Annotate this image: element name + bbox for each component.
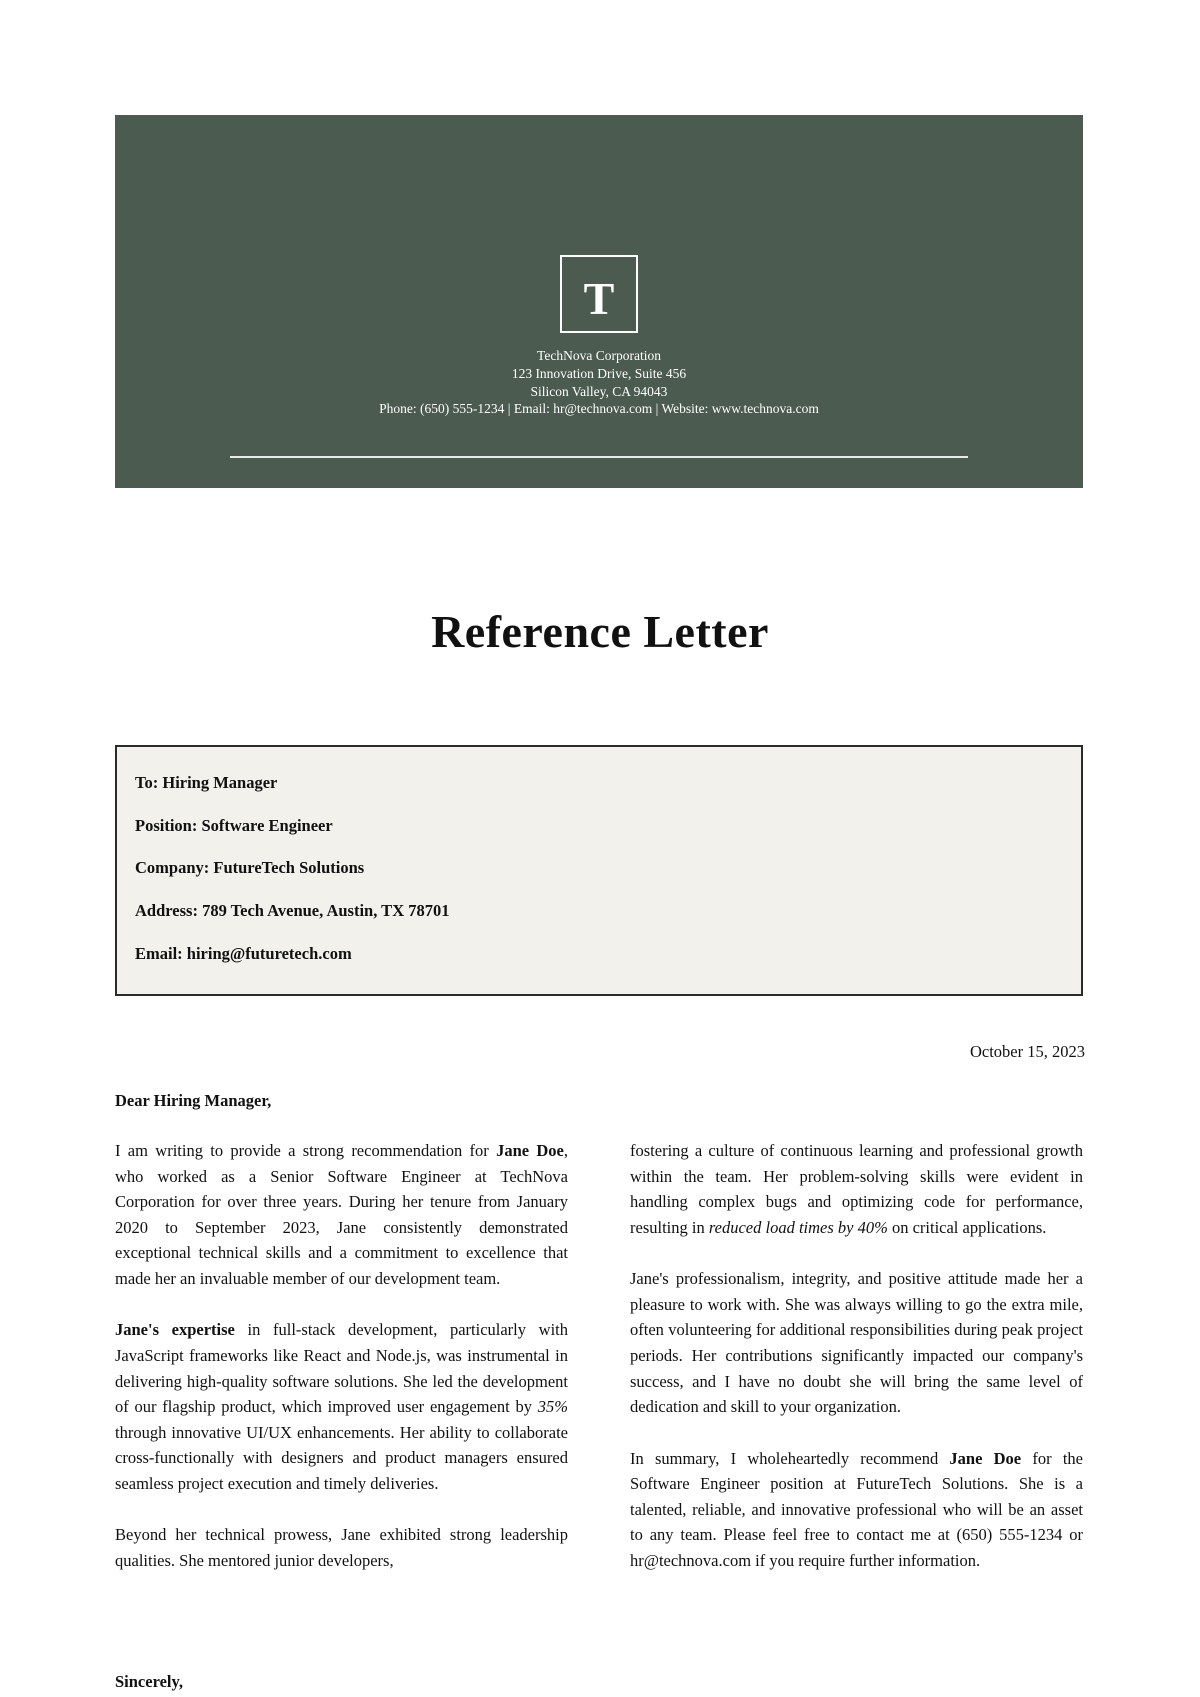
company-address-line-1: 123 Innovation Drive, Suite 456 xyxy=(511,365,687,381)
recipient-position: Position: Software Engineer xyxy=(135,815,333,835)
logo-letter: T xyxy=(583,273,615,324)
company-address-line-2: Silicon Valley, CA 94043 xyxy=(530,383,668,399)
letter-salutation: Dear Hiring Manager, xyxy=(115,1091,272,1110)
letter-body xyxy=(115,1138,1083,1658)
recipient-email: Email: hiring@futuretech.com xyxy=(135,943,352,963)
letter-date: October 15, 2023 xyxy=(969,1042,1085,1061)
letterhead-divider xyxy=(230,456,968,458)
company-name: TechNova Corporation xyxy=(537,348,661,363)
recipient-details-box xyxy=(115,745,1083,996)
body-column-left xyxy=(115,1138,568,1658)
letter-closing: Sincerely, xyxy=(115,1672,183,1691)
recipient-company: Company: FutureTech Solutions xyxy=(135,858,365,878)
body-paragraph: I am writing to provide a strong recommendation for Jane Doe, who worked as a Senior Software Engineer at TechNova Corporation for over three years. During her tenure from January 2020 to September 2023, Jane consistently demonstrated exceptional technical skills and a commitment to excellence that made her an invaluable member of our development team. xyxy=(115,1141,568,1288)
body-paragraph: Beyond her technical prowess, Jane exhibited strong leadership qualities. She mentored junior developers, xyxy=(115,1525,568,1570)
recipient-to: To: Hiring Manager xyxy=(135,773,278,792)
logo-wrap xyxy=(115,255,1083,333)
body-column-right xyxy=(630,1138,1083,1658)
body-paragraph: Jane's expertise in full-stack development, particularly with JavaScript frameworks like React and Node.js, was instrumental in delivering high-quality software solutions. She led the development of our flagship product, which improved user engagement by 35% through innovative UI/UX enhancements. Her ability to collaborate cross-functionally with designers and product managers ensured seamless project execution and timely deliveries. xyxy=(115,1320,568,1493)
page-title: Reference Letter xyxy=(431,606,769,657)
company-contact-line: Phone: (650) 555-1234 | Email: hr@technova.com | Website: www.technova.com xyxy=(379,401,819,417)
body-paragraph: Jane's professionalism, integrity, and positive attitude made her a pleasure to work with. She was always willing to go the extra mile, often volunteering for additional responsibilities during peak project periods. Her contributions significantly impacted our company's success, and I have no doubt she will bring the same level of dedication and skill to your organization. xyxy=(630,1269,1083,1417)
letterhead-banner xyxy=(115,115,1083,488)
body-paragraph: In summary, I wholeheartedly recommend Jane Doe for the Software Engineer position at FutureTech Solutions. She is a talented, reliable, and innovative professional who will be an asset to any team. Please feel free to contact me at (650) 555-1234 or hr@technova.com if you require further information. xyxy=(630,1448,1083,1570)
body-paragraph: fostering a culture of continuous learning and professional growth within the team. Her problem-solving skills were evident in handling complex bugs and optimizing code for performance, resulting in reduced load times by 40% on critical applications. xyxy=(630,1141,1083,1237)
company-contact-block xyxy=(115,347,1083,418)
company-logo-icon xyxy=(560,255,638,333)
recipient-address: Address: 789 Tech Avenue, Austin, TX 78701 xyxy=(135,900,450,920)
